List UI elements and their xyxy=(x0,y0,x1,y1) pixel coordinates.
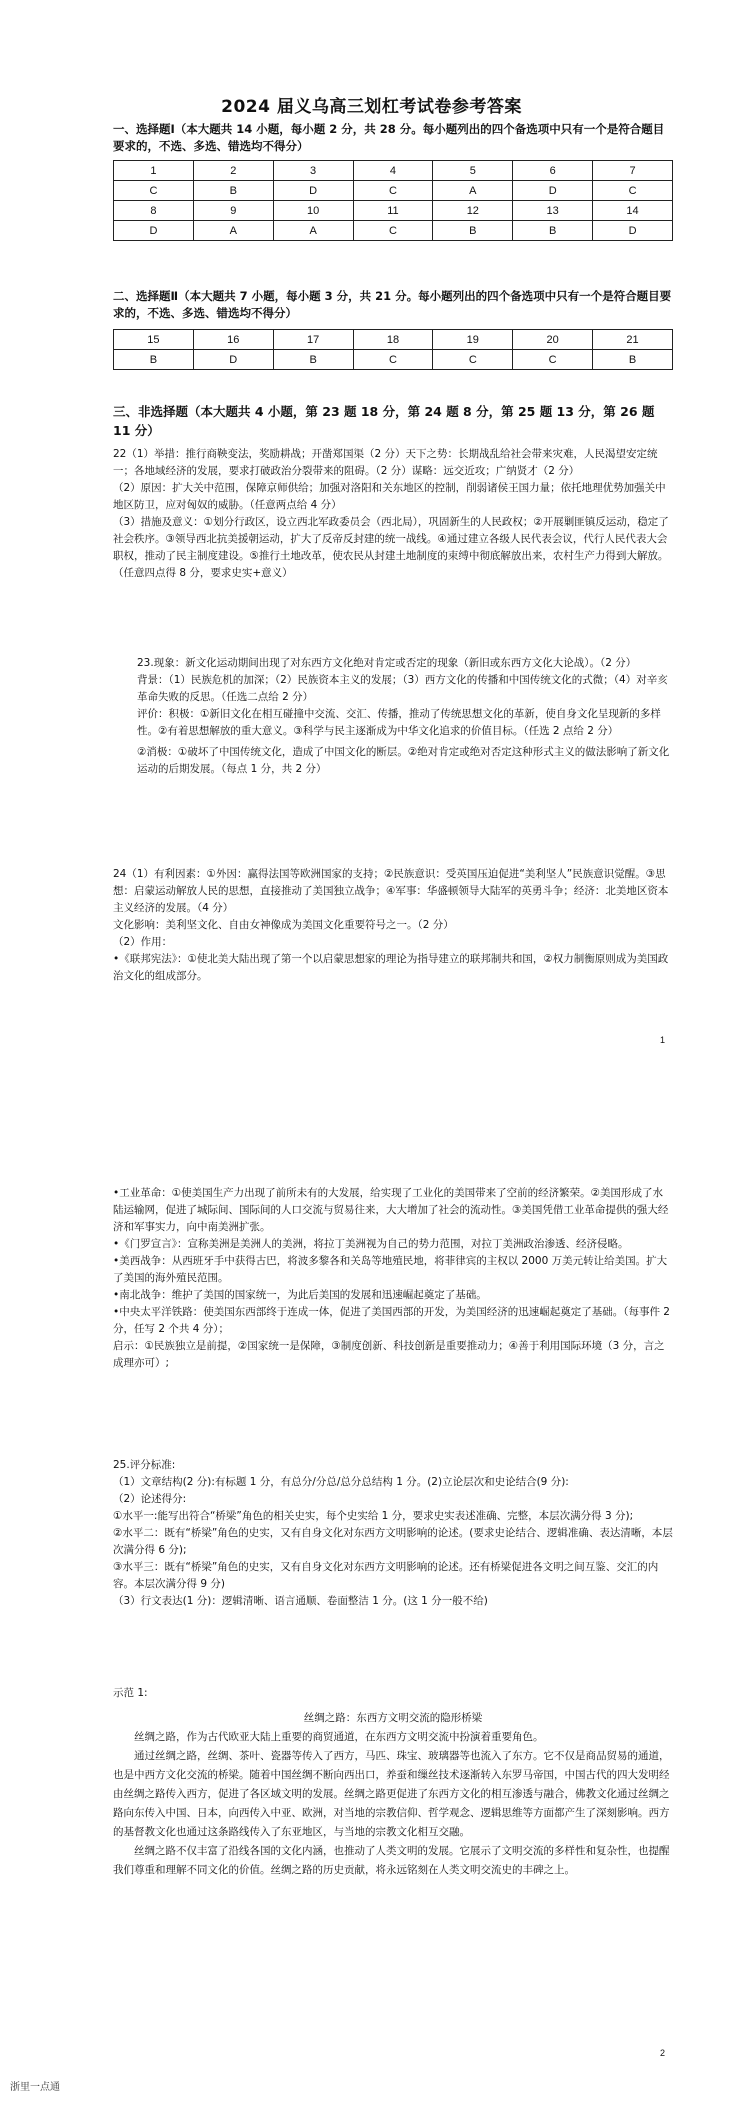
q22-part3: （3）措施及意义：①划分行政区，设立西北军政委员会（西北局），巩固新生的人民政权；②开展剿匪镇反运动，稳定了社会秩序。③领导西北抗美援朝运动，扩大了反帝反封建的统一战线。④通过建立各级人民代表会议，代行人民代表大会职权，推动了民主制度建设。⑤推行土地改革，使农民从封建土地制度的束缚中彻底解放出来，农村生产力得到大解放。（任意四点得 8 分，要求史实+意义） xyxy=(113,516,669,579)
footer-watermark: 浙里一点通 xyxy=(10,2082,60,2093)
table-row xyxy=(114,350,673,370)
q24-answer xyxy=(113,866,673,985)
q24-culture: 文化影响：美利坚文化、自由女神像成为美国文化重要符号之一。（2 分） xyxy=(113,919,454,931)
table-cell: C xyxy=(513,350,593,370)
table-cell: 17 xyxy=(273,330,353,350)
page-number-2: 2 xyxy=(660,2048,666,2058)
section2-answer-table xyxy=(113,329,673,370)
table-cell: D xyxy=(114,221,194,241)
table-cell: B xyxy=(114,350,194,370)
essay-title: 丝绸之路：东西方文明交流的隐形桥梁 xyxy=(303,1712,483,1724)
table-cell: B xyxy=(593,350,673,370)
q23-background: 背景：（1）民族危机的加深；（2）民族资本主义的发展；（3）西方文化的传播和中国传统文化的式微；（4）对辛亥革命失败的反思。（任选二点给 2 分） xyxy=(137,674,668,703)
q24-inspiration: 启示：①民族独立是前提，②国家统一是保障，③制度创新、科技创新是重要推动力；④善于利用国际环境（3 分，言之成理亦可）; xyxy=(113,1340,665,1369)
q25-structure: （1）文章结构(2 分):有标题 1 分，有总分/分总/总分总结构 1 分。(2)立论层次和史论结合(9 分): xyxy=(113,1476,569,1488)
sample-label: 示范 1: xyxy=(113,1687,148,1699)
table-row xyxy=(114,161,673,181)
table-cell: 20 xyxy=(513,330,593,350)
table-cell: D xyxy=(273,181,353,201)
table-row xyxy=(114,221,673,241)
table-cell: D xyxy=(513,181,593,201)
essay-para-1: 丝绸之路，作为古代欧亚大陆上重要的商贸通道，在东西方文明交流中扮演着重要角色。 xyxy=(134,1731,544,1743)
section2-heading: 二、选择题Ⅱ（本大题共 7 小题，每小题 3 分，共 21 分。每小题列出的四个备选项中只有一个是符合题目要求的，不选、多选、错选均不得分） xyxy=(113,289,672,320)
q22-answer xyxy=(113,446,673,582)
table-cell: C xyxy=(433,350,513,370)
table-cell: 14 xyxy=(593,201,673,221)
table-cell: B xyxy=(433,221,513,241)
table-cell: C xyxy=(593,181,673,201)
q24-constitution: •《联邦宪法》：①使北美大陆出现了第一个以启蒙思想家的理论为指导建立的联邦制共和国，②权力制衡原则成为美国政治文化的组成部分。 xyxy=(113,953,669,982)
table-row xyxy=(114,181,673,201)
table-cell: 8 xyxy=(114,201,194,221)
q24-part2: （2）作用： xyxy=(113,936,173,948)
table-cell: 12 xyxy=(433,201,513,221)
q25-argument: （2）论述得分: xyxy=(113,1493,187,1505)
table-cell: 11 xyxy=(353,201,433,221)
table-cell: D xyxy=(193,350,273,370)
table-row xyxy=(114,330,673,350)
q23-evaluation-negative: ②消极：①破坏了中国传统文化，造成了中国文化的断层。②绝对肯定或绝对否定这种形式主义的做法影响了新文化运动的后期发展。（每点 1 分，共 2 分） xyxy=(137,746,670,775)
q22-part2: （2）原因：扩大关中范围，保障京师供给；加强对洛阳和关东地区的控制，削弱诸侯王国力量；依托地理优势加强关中地区防卫，应对匈奴的威胁。（任意两点给 4 分） xyxy=(113,482,666,511)
q24-monroe: •《门罗宣言》：宣称美洲是美洲人的美洲，将拉丁美洲视为自己的势力范围，对拉丁美洲政治渗透、经济侵略。 xyxy=(113,1238,629,1250)
q24-industrial: •工业革命：①使美国生产力出现了前所未有的大发展，给实现了工业化的美国带来了空前的经济繁荣。②美国形成了水陆运输网，促进了城际间、国际间的人口交流与贸易往来，大大增加了社会的流动性。③美国凭借工业革命提供的强大经济和军事实力，向中南美洲扩张。 xyxy=(113,1187,669,1233)
table-cell: A xyxy=(193,221,273,241)
table-cell: D xyxy=(593,221,673,241)
section3-heading: 三、非选择题（本大题共 4 小题，第 23 题 18 分，第 24 题 8 分，第 25 题 13 分，第 26 题 11 分） xyxy=(113,404,655,438)
table-cell: 13 xyxy=(513,201,593,221)
table-row xyxy=(114,201,673,221)
table-cell: 15 xyxy=(114,330,194,350)
table-cell: C xyxy=(353,181,433,201)
table-cell: 18 xyxy=(353,330,433,350)
q25-title: 25.评分标准: xyxy=(113,1459,176,1471)
table-cell: 7 xyxy=(593,161,673,181)
q25-level3: ③水平三：既有“桥梁”角色的史实，又有自身文化对东西方文明影响的论述。还有桥梁促进各文明之间互鉴、交汇的内容。本层次满分得 9 分) xyxy=(113,1561,659,1590)
table-cell: 19 xyxy=(433,330,513,350)
table-cell: A xyxy=(433,181,513,201)
q25-scoring xyxy=(113,1457,673,1610)
table-cell: B xyxy=(513,221,593,241)
q24-part1: 24（1）有利因素：①外因：赢得法国等欧洲国家的支持；②民族意识：受英国压迫促进“美利坚人”民族意识觉醒。③思想：启蒙运动解放人民的思想，直接推动了美国独立战争；④军事：华盛顿领导大陆军的英勇斗争；经济：北美地区资本主义经济的发展。（4 分） xyxy=(113,868,669,914)
q24-spanish-war: •美西战争：从西班牙手中获得古巴，将波多黎各和关岛等地殖民地，将菲律宾的主权以 2000 万美元转让给美国。扩大了美国的海外殖民范围。 xyxy=(113,1255,668,1284)
page-title: 2024 届义乌高三划杠考试卷参考答案 xyxy=(221,97,522,117)
table-cell: 4 xyxy=(353,161,433,181)
table-cell: 21 xyxy=(593,330,673,350)
table-cell: 16 xyxy=(193,330,273,350)
table-cell: 2 xyxy=(193,161,273,181)
sample-essay xyxy=(113,1684,673,1880)
q23-answer xyxy=(113,655,673,778)
q24-continued xyxy=(113,1185,673,1372)
q23-phenomenon: 23.现象：新文化运动期间出现了对东西方文化绝对肯定或否定的现象（新旧或东西方文化大论战）。（2 分） xyxy=(137,657,637,669)
page-number-1: 1 xyxy=(660,1035,666,1045)
essay-para-3: 丝绸之路不仅丰富了沿线各国的文化内涵，也推动了人类文明的发展。它展示了文明交流的多样性和复杂性，也提醒我们尊重和理解不同文化的价值。丝绸之路的历史贡献，将永远铭刻在人类文明交流史的丰碑之上。 xyxy=(113,1845,670,1876)
q25-level1: ①水平一:能写出符合“桥梁”角色的相关史实，每个史实给 1 分，要求史实表述准确、完整，本层次满分得 3 分); xyxy=(113,1510,634,1522)
table-cell: C xyxy=(353,350,433,370)
section1-answer-table xyxy=(113,160,673,241)
table-cell: 10 xyxy=(273,201,353,221)
section1-heading: 一、选择题Ⅰ（本大题共 14 小题，每小题 2 分，共 28 分。每小题列出的四个备选项中只有一个是符合题目要求的，不选、多选、错选均不得分） xyxy=(113,122,665,153)
table-cell: 5 xyxy=(433,161,513,181)
table-cell: B xyxy=(193,181,273,201)
q23-evaluation-positive: 评价：积极：①新旧文化在相互碰撞中交流、交汇、传播，推动了传统思想文化的革新，使自身文化呈现新的多样性。②有着思想解放的重大意义。③科学与民主逐渐成为中华文化追求的价值目标。（任选 2 点给 2 分） xyxy=(137,708,661,737)
essay-para-2: 通过丝绸之路，丝绸、茶叶、瓷器等传入了西方，马匹、珠宝、玻璃器等也流入了东方。它不仅是商品贸易的通道，也是中西方文化交流的桥梁。随着中国丝绸不断向西出口，养蚕和缫丝技术逐渐转入东罗马帝国，中国古代的四大发明经由丝绸之路传入西方，促进了各区域文明的发展。丝绸之路更促进了东西方文化的相互渗透与融合，佛教文化通过丝绸之路向东传入中国、日本，向西传入中亚、欧洲，对当地的宗教信仰、哲学观念、逻辑思维等方面都产生了深刻影响。西方的基督教文化也通过这条路线传入了东亚地区，与当地的宗教文化相互交融。 xyxy=(113,1750,670,1838)
table-cell: B xyxy=(273,350,353,370)
table-cell: 3 xyxy=(273,161,353,181)
q24-civil-war: •南北战争：维护了美国的国家统一，为此后美国的发展和迅速崛起奠定了基础。 xyxy=(113,1289,487,1301)
table-cell: 1 xyxy=(114,161,194,181)
table-cell: 9 xyxy=(193,201,273,221)
q25-expression: （3）行文表达(1 分)：逻辑清晰、语言通顺、卷面整洁 1 分。(这 1 分一般不给) xyxy=(113,1595,488,1607)
q25-level2: ②水平二：既有“桥梁”角色的史实，又有自身文化对东西方文明影响的论述。(要求史论结合、逻辑准确、表达清晰，本层次满分得 6 分); xyxy=(113,1527,673,1556)
table-cell: C xyxy=(353,221,433,241)
table-cell: 6 xyxy=(513,161,593,181)
table-cell: C xyxy=(114,181,194,201)
q24-railroad: •中央太平洋铁路：使美国东西部终于连成一体，促进了美国西部的开发，为美国经济的迅速崛起奠定了基础。（每事件 2 分，任写 2 个共 4 分）； xyxy=(113,1306,670,1335)
table-cell: A xyxy=(273,221,353,241)
q22-part1: 22（1）举措：推行商鞅变法，奖励耕战；开凿郑国渠（2 分）天下之势：长期战乱给社会带来灾难，人民渴望安定统一；各地域经济的发展，要求打破政治分裂带来的阻碍。（2 分）谋略：远交近攻；广纳贤才（2 分） xyxy=(113,448,658,477)
